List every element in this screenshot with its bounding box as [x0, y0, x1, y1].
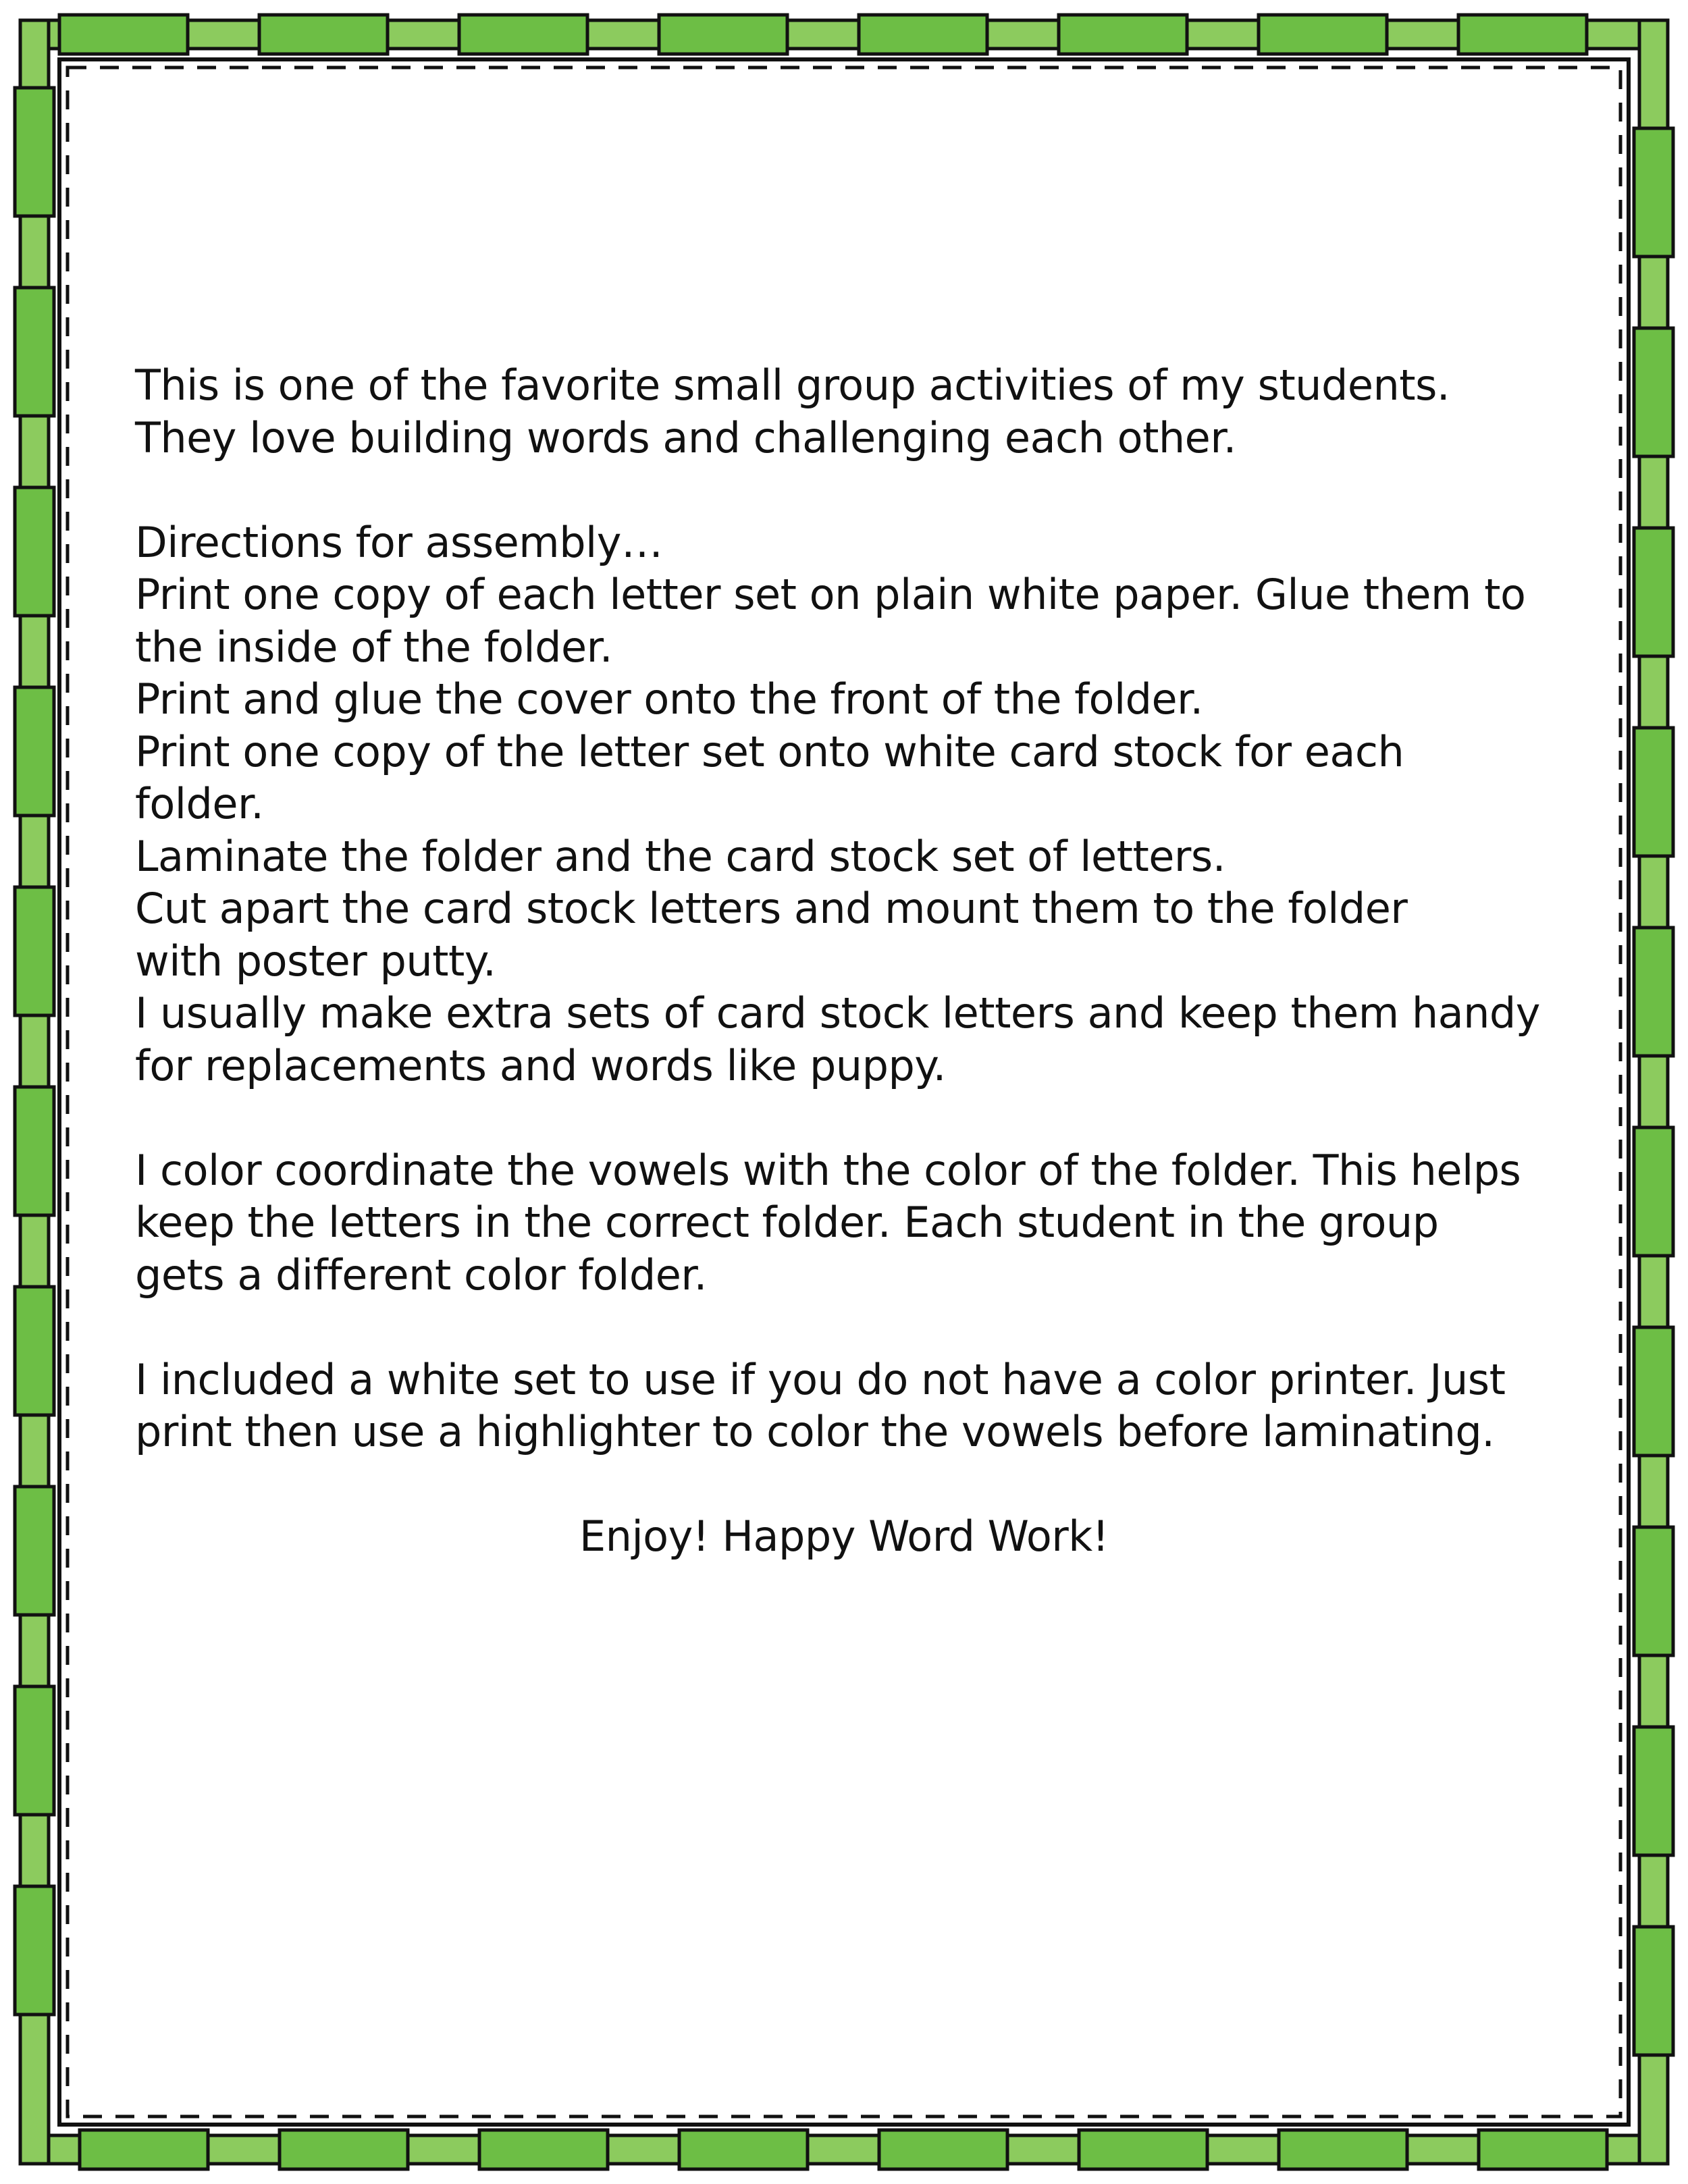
border-block-top — [259, 15, 388, 54]
directions-line: the inside of the folder. — [135, 622, 613, 672]
border-block-bottom — [479, 2130, 608, 2169]
directions-line: Print one copy of each letter set on plain white paper. Glue them to — [135, 570, 1526, 619]
border-block-top — [1259, 15, 1387, 54]
border-block-top — [1059, 15, 1187, 54]
border-block-top — [59, 15, 188, 54]
directions-line: for replacements and words like puppy. — [135, 1040, 946, 1090]
border-block-left — [15, 1686, 54, 1815]
directions-line: Cut apart the card stock letters and mount them to the folder — [135, 884, 1408, 933]
border-block-right — [1634, 928, 1673, 1056]
border-block-top — [859, 15, 987, 54]
border-block-right — [1634, 528, 1673, 656]
white-set-note-line: print then use a highlighter to color the vowels before laminating. — [135, 1407, 1495, 1456]
color-note-line: I color coordinate the vowels with the color of the folder. This helps — [135, 1145, 1521, 1195]
border-block-bottom — [280, 2130, 408, 2169]
border-block-right — [1634, 1527, 1673, 1655]
white-set-note-line: I included a white set to use if you do not have a color printer. Just — [135, 1354, 1506, 1404]
directions-line: Print one copy of the letter set onto white card stock for each — [135, 726, 1404, 776]
border-block-left — [15, 487, 54, 616]
directions-line: Print and glue the cover onto the front of the folder. — [135, 674, 1203, 724]
border-block-bottom — [80, 2130, 208, 2169]
border-block-right — [1634, 728, 1673, 856]
border-block-bottom — [1479, 2130, 1607, 2169]
border-block-left — [15, 1287, 54, 1415]
border-block-right — [1634, 1727, 1673, 1855]
intro-line-1: This is one of the favorite small group activities of my students. — [135, 361, 1450, 410]
intro-line-2: They love building words and challenging each other. — [135, 412, 1236, 462]
border-block-bottom — [879, 2130, 1007, 2169]
border-block-right — [1634, 328, 1673, 456]
paragraph-gap — [135, 1458, 1553, 1511]
directions-heading: Directions for assembly… — [135, 517, 663, 567]
closing-message: Enjoy! Happy Word Work! — [579, 1512, 1109, 1561]
border-block-top — [659, 15, 787, 54]
border-block-left — [15, 1886, 54, 2015]
border-block-left — [15, 88, 54, 216]
border-block-right — [1634, 1327, 1673, 1456]
border-block-right — [1634, 1127, 1673, 1256]
border-block-bottom — [1079, 2130, 1207, 2169]
paragraph-gap — [135, 1301, 1553, 1354]
border-block-left — [15, 288, 54, 416]
color-note-line: keep the letters in the correct folder. Each student in the group — [135, 1198, 1439, 1247]
directions-line: folder. — [135, 779, 264, 828]
border-block-right — [1634, 1927, 1673, 2055]
instructions-text — [135, 359, 1553, 1563]
border-block-left — [15, 1487, 54, 1615]
border-block-bottom — [1279, 2130, 1407, 2169]
directions-line: I usually make extra sets of card stock letters and keep them handy — [135, 988, 1540, 1038]
border-block-left — [15, 687, 54, 816]
border-block-top — [1458, 15, 1587, 54]
border-block-bottom — [679, 2130, 808, 2169]
border-band-bottom — [20, 2135, 1668, 2164]
paragraph-gap — [135, 464, 1553, 516]
paragraph-gap — [135, 1092, 1553, 1144]
border-block-right — [1634, 128, 1673, 257]
border-block-left — [15, 887, 54, 1015]
color-note-line: gets a different color folder. — [135, 1250, 707, 1300]
directions-line: with poster putty. — [135, 936, 496, 986]
directions-line: Laminate the folder and the card stock set of letters. — [135, 831, 1225, 881]
border-block-top — [459, 15, 587, 54]
border-block-left — [15, 1087, 54, 1215]
